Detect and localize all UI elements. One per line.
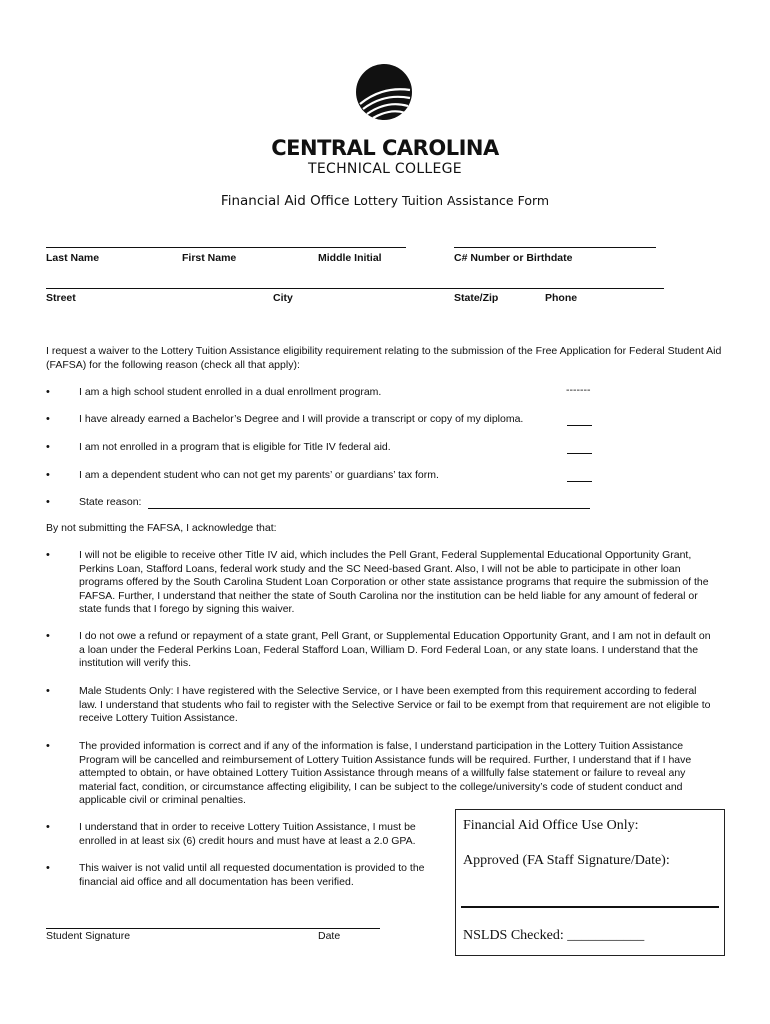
bullet-glyph: •	[46, 685, 50, 697]
reason-dependent-check-blank[interactable]	[567, 481, 592, 482]
address-line[interactable]	[46, 288, 664, 289]
c-number-label: C# Number or Birthdate	[454, 252, 573, 264]
form-title-office: Financial Aid Office	[220, 193, 350, 209]
reason-not-title-iv-check-blank[interactable]	[567, 453, 592, 454]
reason-dual-enrollment-mark: -------	[566, 384, 591, 396]
bullet-glyph: •	[46, 469, 50, 481]
college-logo-icon	[356, 64, 412, 120]
bullet-glyph: •	[46, 496, 50, 508]
acknowledgement-information-correct: The provided information is correct and if any of the information is false, I understand participation in the Lottery Tuition Assistance Program will be cancelled and reimbursement of Lottery Tuition Assistance funds will be required. Further, I understand that if I have attempted to obtain, or have obtained Lottery Tuition Assistance through means of a willfully false statement or failure to reveal any material fact, condition, or circumstance affecting eligibility, I can be subject to the college/university’s code of student conduct and applicable civil or criminal penalties.	[79, 740, 692, 806]
state-reason-line[interactable]	[148, 508, 590, 509]
college-subtitle: TECHNICAL COLLEGE	[308, 161, 462, 177]
reason-not-title-iv: I am not enrolled in a program that is eligible for Title IV federal aid.	[79, 441, 391, 453]
bullet-glyph: •	[46, 862, 50, 874]
reason-bachelors-check-blank[interactable]	[567, 425, 592, 426]
bullet-glyph: •	[46, 630, 50, 642]
reason-bachelors-degree: I have already earned a Bachelor’s Degree and I will provide a transcript or copy of my diploma.	[79, 413, 524, 425]
acknowledge-intro: By not submitting the FAFSA, I acknowledge that:	[46, 522, 277, 534]
college-name: CENTRAL CAROLINA	[271, 136, 499, 160]
middle-initial-label: Middle Initial	[318, 252, 382, 264]
reason-dual-enrollment: I am a high school student enrolled in a dual enrollment program.	[79, 386, 382, 398]
nslds-checked-label: NSLDS Checked: ___________	[463, 928, 645, 943]
approved-label: Approved (FA Staff Signature/Date):	[463, 853, 670, 868]
office-use-box	[455, 809, 725, 956]
state-zip-label: State/Zip	[454, 292, 499, 304]
acknowledgement-title-iv: I will not be eligible to receive other Title IV aid, which includes the Pell Grant, Federal Supplemental Educational Opportunity Grant, Perkins Loan, Stafford Loans, federal work study and the SC Need-based Grant. Also, I will not be able to participate in other loan programs offered by the South Carolina Student Loan Corporation or other state assistance programs that require the submission of the FAFSA. Further, I understand that neither the state of South Carolina nor the institution can be held liable for any amount of federal or state funds that I forego by signing this waiver.	[79, 549, 709, 615]
form-title-form: Lottery Tuition Assistance Form	[353, 193, 550, 208]
city-label: City	[273, 292, 293, 304]
bullet-glyph: •	[46, 386, 50, 398]
c-number-line[interactable]	[454, 247, 656, 248]
office-use-title: Financial Aid Office Use Only:	[463, 818, 639, 833]
acknowledgement-selective-service: Male Students Only: I have registered with the Selective Service, or I have been exempted from this requirement according to federal law. I understand that students who fail to register with the Selective Service or fail to be exempt from that requirement are not eligible to receive Lottery Tuition Assistance.	[79, 685, 711, 724]
bullet-glyph: •	[46, 549, 50, 561]
waiver-intro: I request a waiver to the Lottery Tuition Assistance eligibility requirement relating to the submission of the Free Application for Federal Student Aid (FAFSA) for the following reason (check all that apply):	[46, 345, 722, 371]
reason-dependent-student: I am a dependent student who can not get my parents’ or guardians’ tax form.	[79, 469, 439, 481]
last-name-label: Last Name	[46, 252, 100, 264]
acknowledgement-credit-hours: I understand that in order to receive Lottery Tuition Assistance, I must be enrolled in at least six (6) credit hours and must have at least a 2.0 GPA.	[79, 821, 416, 847]
first-name-label: First Name	[182, 252, 237, 264]
date-label: Date	[318, 930, 341, 942]
name-line[interactable]	[46, 247, 406, 248]
student-signature-label: Student Signature	[46, 930, 131, 942]
acknowledgement-no-default: I do not owe a refund or repayment of a state grant, Pell Grant, or Supplemental Education Opportunity Grant, and I am not in default on a loan under the Federal Perkins Loan, Federal Stafford Loan, William D. Ford Federal Loan, or any state loans. I understand that the institution will verify this.	[79, 630, 711, 669]
phone-label: Phone	[545, 292, 578, 304]
bullet-glyph: •	[46, 441, 50, 453]
staff-signature-line[interactable]	[461, 906, 719, 908]
bullet-glyph: •	[46, 740, 50, 752]
student-signature-line[interactable]	[46, 928, 380, 929]
bullet-glyph: •	[46, 821, 50, 833]
bullet-glyph: •	[46, 413, 50, 425]
reason-state-reason-label: State reason:	[79, 496, 142, 508]
street-label: Street	[46, 292, 76, 304]
form-title	[0, 193, 770, 209]
acknowledgement-documentation: This waiver is not valid until all requested documentation is provided to the financial aid office and all documentation has been verified.	[79, 862, 425, 888]
